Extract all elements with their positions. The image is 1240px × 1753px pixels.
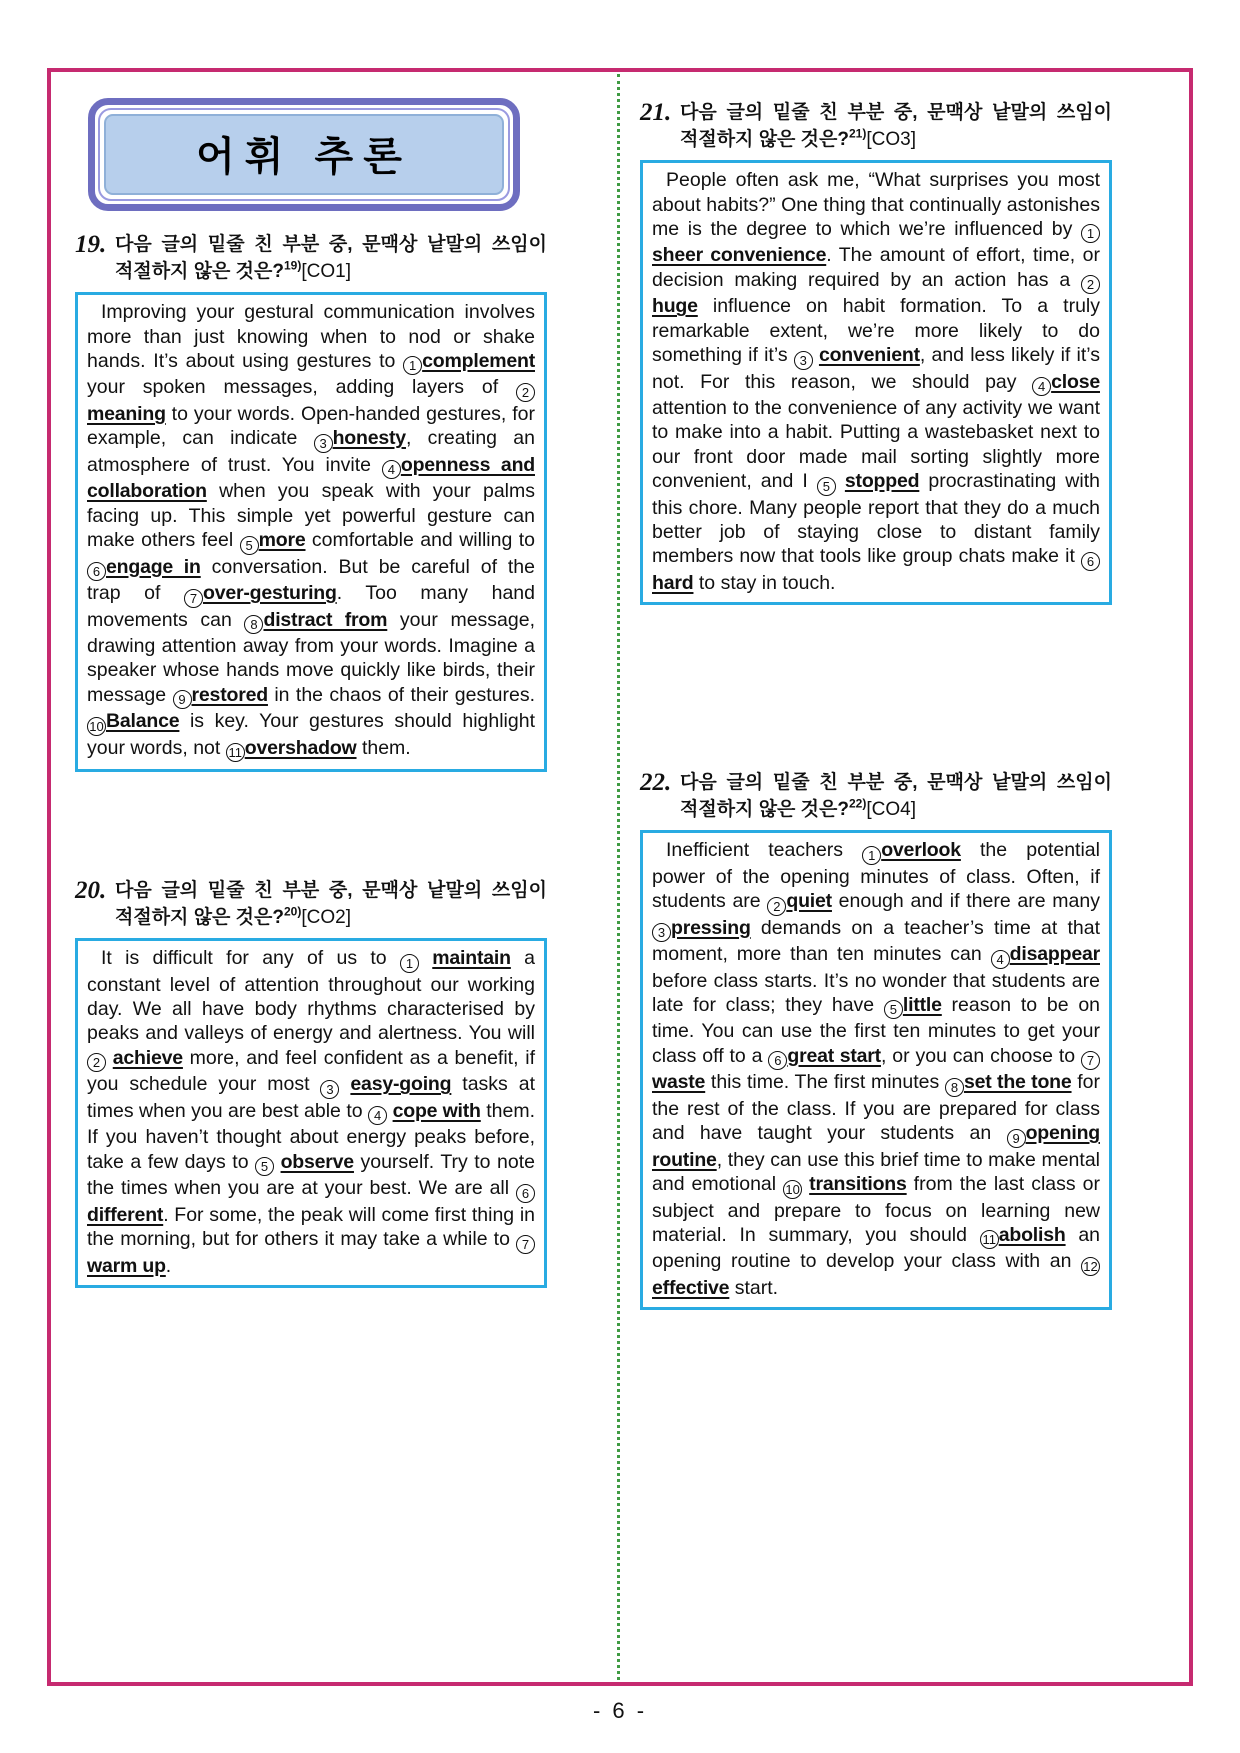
choice-number: 11 <box>980 1230 999 1249</box>
choice-option <box>314 427 406 449</box>
choice-word: cope with <box>392 1099 481 1122</box>
prompt-text: 다음 글의 밑줄 친 부분 중, 문맥상 낱말의 쓰임이 적절하지 않은 것은? <box>680 102 1112 150</box>
choice-word: great start <box>787 1044 881 1067</box>
choice-option <box>945 1071 1072 1093</box>
choice-number: 3 <box>794 351 813 370</box>
passage-box <box>640 160 1112 605</box>
choice-number: 2 <box>516 383 535 402</box>
choice-option <box>240 529 306 551</box>
choice-word: sheer convenience <box>652 244 827 267</box>
choice-word: warm up <box>87 1254 166 1277</box>
choice-word: transitions <box>809 1173 907 1196</box>
question-20 <box>75 878 547 1288</box>
choice-option <box>652 218 1100 267</box>
choice-word: overlook <box>881 839 961 862</box>
question-prompt <box>115 232 547 285</box>
passage-text: People often ask me, “What surprises you most about habits?” One thing that continually astonishes me is the degree to which we’re influenced by 1 sheer convenience. The amount of effort, time, or decision making required by an action has a 2huge influence on habit formation. To a truly remarkable extent, we’re more likely to do something if it’s 3 convenient, and less likely if it’s not. For this reason, we should pay 4 close attention to the convenience of any activity we want to make into a habit. Putting a wastebasket next to our front door made mail sorting slightly more convenient, and I 5 stopped procrastinating with this chore. Many people report that they do a much better job of staying close to distant family members now that tools like group chats make it 6hard to stay in touch. <box>652 169 1101 594</box>
choice-option <box>226 737 357 759</box>
choice-number: 7 <box>516 1235 535 1254</box>
passage-box <box>75 938 547 1288</box>
question-prompt-row <box>640 100 1112 153</box>
prompt-text: 다음 글의 밑줄 친 부분 중, 문맥상 낱말의 쓰임이 적절하지 않은 것은? <box>680 772 1112 820</box>
choice-option <box>403 350 535 372</box>
choice-option <box>255 1151 354 1173</box>
question-prompt <box>680 770 1112 823</box>
choice-number: 4 <box>368 1106 387 1125</box>
choice-number: 10 <box>87 717 106 736</box>
footnote-marker: 19) <box>284 258 302 273</box>
choice-word: restored <box>191 683 268 706</box>
question-prompt-row <box>75 878 547 931</box>
choice-number: 8 <box>244 615 263 634</box>
question-19 <box>75 232 547 772</box>
question-prompt-row <box>75 232 547 285</box>
choice-word: waste <box>652 1071 706 1094</box>
choice-option <box>320 1073 451 1095</box>
choice-word: quiet <box>786 890 832 913</box>
choice-option <box>980 1224 1066 1246</box>
question-21 <box>640 100 1112 605</box>
prompt-text: 다음 글의 밑줄 친 부분 중, 문맥상 낱말의 쓰임이 적절하지 않은 것은? <box>115 880 547 928</box>
choice-word: hard <box>652 571 694 594</box>
choice-option <box>767 890 832 912</box>
choice-word: observe <box>280 1150 354 1173</box>
choice-number: 6 <box>87 562 106 581</box>
choice-word: different <box>87 1203 164 1226</box>
choice-word: huge <box>652 295 698 318</box>
choice-word: over-gesturing <box>203 582 337 605</box>
choice-option <box>652 1122 1100 1171</box>
section-header-banner <box>88 98 520 211</box>
choice-number: 5 <box>240 536 259 555</box>
choice-word: easy-going <box>350 1073 452 1096</box>
choice-option <box>783 1173 907 1195</box>
choice-option <box>368 1100 481 1122</box>
choice-number: 1 <box>862 846 881 865</box>
choice-number: 1 <box>403 356 422 375</box>
page-number: - 6 - <box>592 1698 648 1723</box>
choice-number: 6 <box>768 1051 787 1070</box>
choice-option <box>652 917 751 939</box>
choice-option <box>991 943 1100 965</box>
passage-text: It is difficult for any of us to 1 maintain a constant level of attention throughout our working day. We all have body rhythms characterised by peaks and valleys of energy and alertness. You will 2 achieve more, and feel confident as a benefit, if you schedule your most 3 easy-going tasks at times when you are best able to 4 cope with them. If you haven’t thought about energy peaks before, take a few days to 5 observe yourself. Try to note the times when you are at your best. We are all 6 different. For some, the peak will come first thing in the morning, but for others it may take a while to 7 warm up. <box>87 947 536 1277</box>
choice-option <box>652 269 1100 318</box>
choice-option <box>817 470 919 492</box>
question-code: [CO3] <box>866 128 916 150</box>
choice-number: 9 <box>1007 1129 1026 1148</box>
choice-option <box>652 545 1100 594</box>
passage-box <box>640 830 1112 1310</box>
choice-option <box>244 609 387 631</box>
prompt-text: 다음 글의 밑줄 친 부분 중, 문맥상 낱말의 쓰임이 적절하지 않은 것은? <box>115 234 547 282</box>
choice-option <box>87 1047 183 1069</box>
choice-word: engage in <box>106 555 201 578</box>
choice-word: disappear <box>1009 943 1100 966</box>
choice-option <box>768 1045 881 1067</box>
choice-number: 3 <box>320 1080 339 1099</box>
choice-option <box>862 839 961 861</box>
column-divider <box>617 74 620 1680</box>
choice-number: 5 <box>884 1000 903 1019</box>
question-number: 22. <box>640 769 672 796</box>
choice-number: 6 <box>516 1184 535 1203</box>
choice-word: maintain <box>432 947 511 970</box>
question-number: 19. <box>75 231 107 258</box>
passage-text: Improving your gestural communication involves more than just knowing when to nod or shake hands. It’s about using gestures to 1 complement your spoken messages, adding layers of 2meaning to your words. Open-handed gestures, for example, can indicate 3 honesty, creating an atmosphere of trust. You invite 4 openness and collaboration when you speak with your palms facing up. This simple yet powerful gesture can make others feel 5 more comfortable and willing to 6 engage in conversation. But be careful of the trap of 7 over-gesturing. Too many hand movements can 8 distract from your message, drawing attention away from your words. Imagine a speaker whose hands move quickly like birds, their message 9 restored in the chaos of their gestures. 10 Balance is key. Your gestures should highlight your words, not 11 overshadow them. <box>87 301 536 761</box>
choice-option <box>87 1228 535 1277</box>
choice-number: 4 <box>991 950 1010 969</box>
choice-option <box>87 1177 535 1226</box>
question-code: [CO1] <box>301 260 351 282</box>
section-title: 어휘 추론 <box>104 114 504 195</box>
question-number: 21. <box>640 99 672 126</box>
choice-word: distract from <box>263 608 388 631</box>
choice-word: convenient <box>818 344 920 367</box>
passage-box <box>75 292 547 772</box>
choice-number: 9 <box>173 690 192 709</box>
question-code: [CO4] <box>866 798 916 820</box>
section-header-inner-frame <box>98 108 510 201</box>
choice-word: opening routine <box>652 1122 1100 1171</box>
choice-word: pressing <box>671 916 751 939</box>
choice-word: meaning <box>87 402 166 425</box>
choice-word: achieve <box>112 1046 183 1069</box>
choice-number: 7 <box>1081 1051 1100 1070</box>
choice-word: little <box>902 993 942 1016</box>
choice-number: 1 <box>400 954 419 973</box>
question-prompt <box>115 878 547 931</box>
choice-number: 7 <box>184 589 203 608</box>
passage-text: Inefficient teachers 1 overlook the potential power of the opening minutes of class. Often, if students are 2 quiet enough and if there are many 3 pressing demands on a teacher’s time at that moment, more than ten minutes can 4 disappear before class starts. It’s no wonder that students are late for class; they have 5 little reason to be on time. You can use the first ten minutes to get your class off to a 6 great start, or you can choose to 7waste this time. The first minutes 8 set the tone for the rest of the class. If you are prepared for class and have taught your students an 9 opening routine, they can use this brief time to make mental and emotional 10 transitions from the last class or subject and prepare to focus on learning new material. In summary, you should 11 abolish an opening routine to develop your class with an 12effective start. <box>652 839 1101 1299</box>
choice-number: 6 <box>1081 552 1100 571</box>
choice-word: abolish <box>998 1223 1066 1246</box>
choice-option <box>87 710 179 732</box>
choice-option <box>87 376 535 425</box>
choice-option <box>652 1250 1100 1299</box>
choice-number: 2 <box>1081 275 1100 294</box>
choice-number: 11 <box>226 743 245 762</box>
choice-option <box>184 582 337 604</box>
choice-word: stopped <box>844 470 920 493</box>
choice-number: 3 <box>314 434 333 453</box>
choice-option <box>173 684 268 706</box>
choice-option <box>884 994 942 1016</box>
question-number: 20. <box>75 877 107 904</box>
choice-option <box>1032 371 1100 393</box>
choice-word: close <box>1051 370 1100 393</box>
question-prompt-row <box>640 770 1112 823</box>
footnote-marker: 22) <box>849 796 867 811</box>
choice-option <box>794 344 920 366</box>
choice-word: honesty <box>332 427 406 450</box>
choice-number: 5 <box>255 1157 274 1176</box>
choice-option <box>400 947 511 969</box>
choice-number: 3 <box>652 923 671 942</box>
choice-number: 2 <box>767 897 786 916</box>
choice-word: effective <box>652 1276 730 1299</box>
choice-number: 2 <box>87 1053 106 1072</box>
question-code: [CO2] <box>301 906 351 928</box>
choice-word: Balance <box>106 710 180 733</box>
choice-number: 4 <box>382 460 401 479</box>
choice-number: 5 <box>817 477 836 496</box>
choice-number: 10 <box>783 1180 802 1199</box>
choice-number: 4 <box>1032 377 1051 396</box>
choice-word: complement <box>422 349 535 372</box>
choice-word: more <box>258 529 306 552</box>
choice-option <box>87 556 201 578</box>
question-22 <box>640 770 1112 1310</box>
choice-word: overshadow <box>244 736 357 759</box>
choice-word: openness and collaboration <box>87 453 535 503</box>
choice-word: set the tone <box>963 1071 1072 1094</box>
footnote-marker: 20) <box>284 904 302 919</box>
choice-number: 1 <box>1081 224 1100 243</box>
choice-option <box>87 454 535 503</box>
footnote-marker: 21) <box>849 126 867 141</box>
choice-number: 12 <box>1081 1257 1100 1276</box>
choice-number: 8 <box>945 1078 964 1097</box>
question-prompt <box>680 100 1112 153</box>
